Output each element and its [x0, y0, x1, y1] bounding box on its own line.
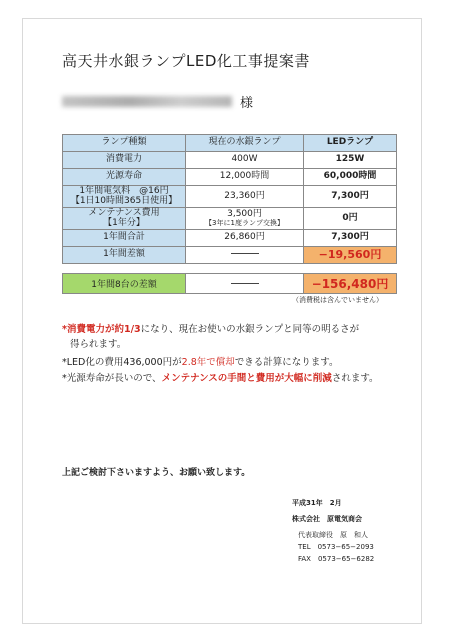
- yearly-difference-value: −19,560円: [304, 247, 397, 264]
- note-2: [62, 356, 339, 370]
- table-row: [63, 169, 397, 186]
- note-3: [62, 372, 379, 386]
- note-2-text-b: できる計算になります。: [234, 357, 339, 368]
- current-value-dash: [186, 247, 304, 264]
- closing-text: 上記ご検討下さいますよう、お願い致します。: [62, 468, 251, 478]
- table-header-row: [63, 135, 397, 152]
- total-dash-cell: [186, 274, 304, 294]
- header-led-lamp: LEDランプ: [304, 135, 397, 152]
- row-label-line2: 【1年分】: [103, 217, 145, 228]
- current-value: 26,860円: [186, 230, 304, 247]
- header-lamp-type: ランプ種類: [63, 135, 186, 152]
- note-3-highlight: メンテナンスの手間と費用が大幅に削減: [161, 373, 332, 384]
- total-row: [63, 274, 397, 294]
- current-value-line2: 【3年に1度ランプ交換】: [205, 218, 284, 227]
- signature-date: [292, 498, 342, 508]
- recipient-honorific: 様: [240, 95, 254, 111]
- table-row: [63, 247, 397, 264]
- row-label-line1: メンテナンス費用: [88, 207, 160, 218]
- document-title: 高天井水銀ランプLED化工事提案書: [62, 52, 310, 70]
- table-row: [63, 230, 397, 247]
- row-label: [63, 186, 186, 208]
- row-label: 光源寿命: [63, 169, 186, 186]
- note-2-highlight: 2.8年で償却: [181, 357, 235, 368]
- signature-tel: TEL 0573−65−2093: [298, 543, 374, 551]
- note-3-text-b: されます。: [331, 373, 379, 384]
- led-value: 7,300円: [304, 186, 397, 208]
- note-1-highlight: *消費電力が約1/3: [62, 324, 141, 335]
- dash-line: [231, 253, 259, 254]
- current-value: 400W: [186, 152, 304, 169]
- signature-representative: 代表取締役 原 和人: [298, 531, 368, 539]
- current-value-line1: 3,500円: [227, 208, 262, 219]
- row-label-line1: 1年間電気料 @16円: [79, 185, 169, 196]
- signature-company: [292, 514, 362, 524]
- note-3-text-a: *光源寿命が長いので、: [62, 373, 162, 384]
- row-label: 1年間合計: [63, 230, 186, 247]
- row-label: 1年間差額: [63, 247, 186, 264]
- note-1-continuation: 得られます。: [70, 339, 127, 350]
- row-label: 消費電力: [63, 152, 186, 169]
- header-current-lamp: 現在の水銀ランプ: [186, 135, 304, 152]
- current-value: 12,000時間: [186, 169, 304, 186]
- led-value: 0円: [304, 208, 397, 230]
- signature-fax: FAX 0573−65−6282: [298, 555, 375, 563]
- redacted-recipient-name: [62, 96, 232, 107]
- led-value: 60,000時間: [304, 169, 397, 186]
- row-label-line2: 【1日10時間365日使用】: [70, 195, 178, 206]
- table-row: [63, 208, 397, 230]
- tax-note: （消費税は含んでいません）: [292, 296, 383, 304]
- current-value: 23,360円: [186, 186, 304, 208]
- note-1: [62, 323, 359, 337]
- signature-date-text: 平成31年 2月: [292, 499, 342, 507]
- table-row: [63, 152, 397, 169]
- dash-line: [231, 283, 259, 284]
- recipient: [62, 93, 253, 109]
- row-label: [63, 208, 186, 230]
- signature-company-text: 株式会社 原電気商会: [292, 515, 362, 523]
- comparison-table: [62, 134, 397, 264]
- total-table: [62, 273, 397, 294]
- current-value: [186, 208, 304, 230]
- total-value: −156,480円: [304, 274, 397, 294]
- note-2-text-a: *LED化の費用436,000円が: [62, 357, 182, 368]
- total-label: 1年間8台の差額: [63, 274, 186, 294]
- table-row: [63, 186, 397, 208]
- led-value: 7,300円: [304, 230, 397, 247]
- note-1-text: になり、現在お使いの水銀ランプと同等の明るさが: [140, 324, 360, 335]
- led-value: 125W: [304, 152, 397, 169]
